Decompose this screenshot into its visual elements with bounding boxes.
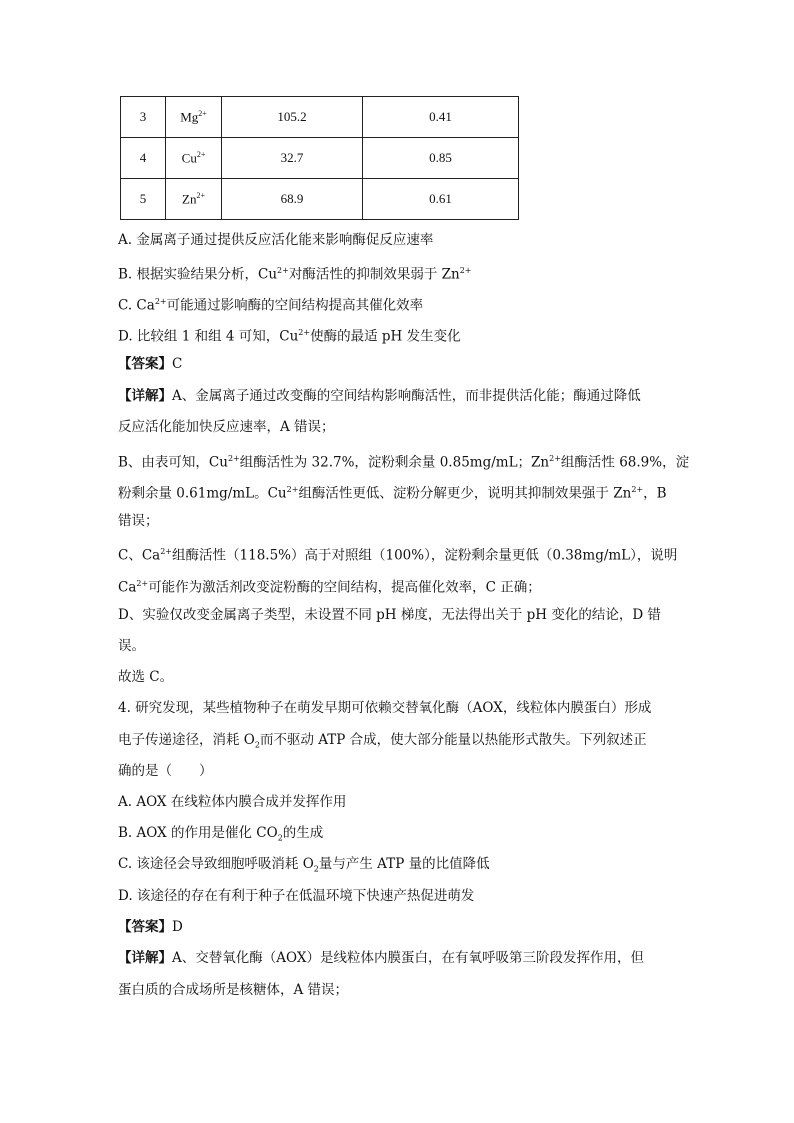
table-cell-residual: 0.41 (363, 97, 519, 138)
q3-detail-line: 错误； (118, 513, 159, 529)
q3-detail-line: 粉剩余量 0.61mg/mL。$Cu^{2+}$组酶活性更低、淀粉分解更少，说明其抑制效果强于 $Zn^{2+}$，B (118, 485, 667, 502)
q3-detail-line: $Ca^{2+}$可能作为激活剂改变淀粉酶的空间结构，提高催化效率，C 正确； (118, 579, 541, 596)
table-row (121, 138, 519, 179)
table-cell-residual: 0.61 (363, 179, 519, 220)
q3-option-c: C. $Ca^{2+}$可能通过影响酶的空间结构提高其催化效率 (118, 297, 424, 314)
q4-answer: 【答案】D (118, 919, 183, 935)
q3-answer: 【答案】C (118, 356, 183, 372)
table-row (121, 179, 519, 220)
q3-option-b: B. 根据实验结果分析，$Cu^{2+}$对酶活性的抑制效果弱于 $Zn^{2+}$ (118, 266, 472, 283)
q3-conclusion: 故选 C。 (118, 669, 174, 685)
q3-detail-line: D、实验仅改变金属离子类型，未设置不同 pH 梯度，无法得出关于 pH 变化的结论，D 错 (118, 607, 661, 623)
table-cell-ion: $Zn^{2+}$ (166, 179, 222, 220)
table-cell-activity: 105.2 (222, 97, 363, 138)
table-cell-ion: $Mg^{2+}$ (166, 97, 222, 138)
q3-detail-line: B、由表可知，$Cu^{2+}$组酶活性为 32.7%，淀粉剩余量 0.85mg/mL；$Zn^{2+}$组酶活性 68.9%，淀 (118, 454, 690, 471)
table-cell-group: 3 (121, 97, 166, 138)
q3-detail-line: 反应活化能加快反应速率，A 错误； (118, 419, 335, 435)
table-cell-residual: 0.85 (363, 138, 519, 179)
table-cell-ion: $Cu^{2+}$ (166, 138, 222, 179)
table-cell-group: 4 (121, 138, 166, 179)
q4-stem: 电子传递途径，消耗 $O_2$而不驱动 ATP 合成，使大部分能量以热能形式散失。下列叙述正 (118, 732, 647, 750)
table-cell-activity: 68.9 (222, 179, 363, 220)
table-row (121, 97, 519, 138)
q4-option-c: C. 该途径会导致细胞呼吸消耗 $O_2$量与产生 ATP 量的比值降低 (118, 856, 490, 874)
metal-ion-table (120, 96, 519, 220)
q4-detail-line: 蛋白质的合成场所是核糖体，A 错误； (118, 982, 349, 998)
q3-detail-line: C、$Ca^{2+}$组酶活性（118.5%）高于对照组（100%），淀粉剩余量更低（0.38mg/mL），说明 (118, 547, 678, 564)
q4-option-d: D. 该途径的存在有利于种子在低温环境下快速产热促进萌发 (118, 888, 475, 904)
q3-option-d: D. 比较组 1 和组 4 可知，$Cu^{2+}$使酶的最适 pH 发生变化 (118, 328, 461, 345)
q4-option-b: B. AOX 的作用是催化 $CO_2$的生成 (118, 825, 324, 843)
q3-detail-line: 【详解】A、金属离子通过改变酶的空间结构影响酶活性，而非提供活化能；酶通过降低 (118, 388, 641, 404)
q4-stem: 确的是（ ） (118, 763, 213, 779)
q4-option-a: A. AOX 在线粒体内膜合成并发挥作用 (118, 794, 347, 810)
table-cell-activity: 32.7 (222, 138, 363, 179)
table-cell-group: 5 (121, 179, 166, 220)
q4-stem: 4. 研究发现，某些植物种子在萌发早期可依赖交替氧化酶（AOX，线粒体内膜蛋白）形成 (118, 700, 652, 716)
q3-detail-line: 误。 (118, 638, 145, 654)
q3-option-a: A. 金属离子通过提供反应活化能来影响酶促反应速率 (118, 232, 434, 248)
q4-detail-line: 【详解】A、交替氧化酶（AOX）是线粒体内膜蛋白，在有氧呼吸第三阶段发挥作用，但 (118, 950, 644, 966)
